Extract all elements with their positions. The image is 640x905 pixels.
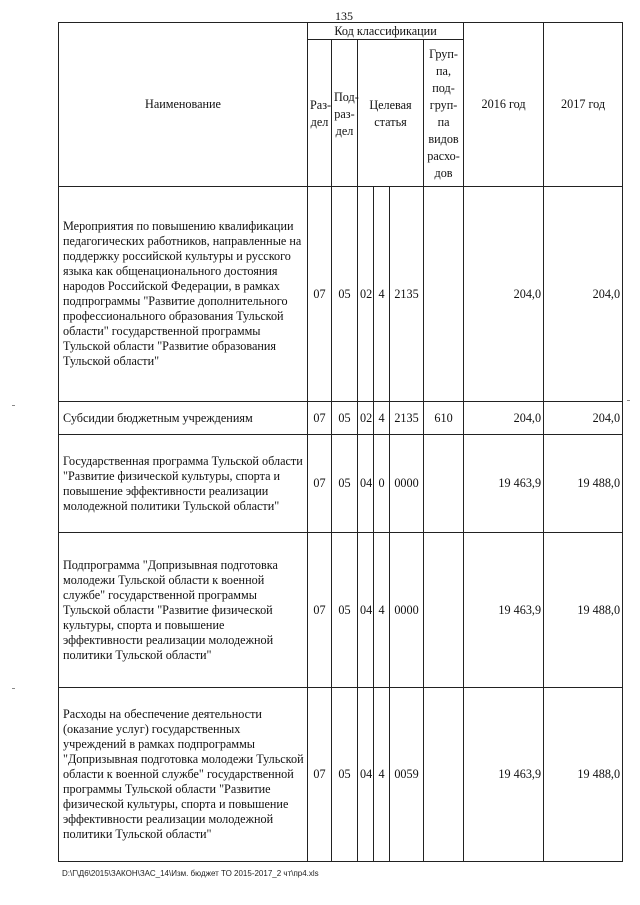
row-expense-group bbox=[424, 688, 464, 862]
row-cs-sub: 4 bbox=[374, 533, 390, 688]
table-row bbox=[59, 688, 623, 862]
scan-speck bbox=[12, 688, 15, 689]
row-podrazdel: 05 bbox=[332, 688, 358, 862]
table-row bbox=[59, 435, 623, 533]
row-name: Расходы на обеспечение деятельности (оказание услуг) государственных учреждений в рамках подпрограммы "Допризывная подготовка молодежи Тульской области к военной службе" государственной программы Тульской области "Развитие физической культуры, спорта и повышение эффективности реализации молодежной политики Тульской области" bbox=[59, 688, 308, 862]
row-cs-program: 04 bbox=[358, 688, 374, 862]
row-amount-2017: 19 488,0 bbox=[544, 688, 623, 862]
header-target-article: Целевая статья bbox=[358, 40, 424, 187]
header-expense-group: Груп- па, под- груп- па видов расхо- дов bbox=[424, 40, 464, 187]
row-cs-program: 02 bbox=[358, 187, 374, 402]
table-row bbox=[59, 533, 623, 688]
row-cs-sub: 4 bbox=[374, 688, 390, 862]
row-podrazdel: 05 bbox=[332, 402, 358, 435]
row-amount-2017: 19 488,0 bbox=[544, 533, 623, 688]
table-row bbox=[59, 402, 623, 435]
row-expense-group: 610 bbox=[424, 402, 464, 435]
row-razdel: 07 bbox=[308, 435, 332, 533]
row-cs-program: 02 bbox=[358, 402, 374, 435]
row-razdel: 07 bbox=[308, 187, 332, 402]
row-razdel: 07 bbox=[308, 402, 332, 435]
row-cs-code: 0000 bbox=[390, 533, 424, 688]
row-cs-sub: 4 bbox=[374, 187, 390, 402]
header-podrazdel: Под- раз- дел bbox=[332, 40, 358, 187]
file-path-footer: D:\Г\Д6\2015\ЗАКОН\ЗАС_14\Изм. бюджет ТО 2015-2017_2 чт\пр4.xls bbox=[62, 869, 319, 878]
row-expense-group bbox=[424, 187, 464, 402]
row-amount-2016: 19 463,9 bbox=[464, 533, 544, 688]
row-cs-code: 2135 bbox=[390, 402, 424, 435]
row-podrazdel: 05 bbox=[332, 435, 358, 533]
row-amount-2017: 19 488,0 bbox=[544, 435, 623, 533]
row-cs-code: 0000 bbox=[390, 435, 424, 533]
row-amount-2016: 19 463,9 bbox=[464, 688, 544, 862]
row-amount-2016: 204,0 bbox=[464, 402, 544, 435]
row-cs-code: 0059 bbox=[390, 688, 424, 862]
row-cs-program: 04 bbox=[358, 533, 374, 688]
row-razdel: 07 bbox=[308, 533, 332, 688]
row-amount-2017: 204,0 bbox=[544, 187, 623, 402]
row-podrazdel: 05 bbox=[332, 533, 358, 688]
table-row bbox=[59, 187, 623, 402]
budget-table bbox=[58, 22, 623, 862]
row-cs-sub: 4 bbox=[374, 402, 390, 435]
row-cs-code: 2135 bbox=[390, 187, 424, 402]
row-podrazdel: 05 bbox=[332, 187, 358, 402]
row-name: Субсидии бюджетным учреждениям bbox=[59, 402, 308, 435]
header-year-2016: 2016 год bbox=[464, 23, 544, 187]
row-name: Подпрограмма "Допризывная подготовка молодежи Тульской области к военной службе" государственной программы Тульской области "Развитие физической культуры, спорта и повышение эффективности реализации молодежной политики Тульской области" bbox=[59, 533, 308, 688]
row-expense-group bbox=[424, 533, 464, 688]
row-name: Государственная программа Тульской области "Развитие физической культуры, спорта и повышение эффективности реализации молодежной политики Тульской области" bbox=[59, 435, 308, 533]
header-year-2017: 2017 год bbox=[544, 23, 623, 187]
row-cs-sub: 0 bbox=[374, 435, 390, 533]
header-code-group: Код классификации bbox=[308, 23, 464, 40]
row-amount-2016: 19 463,9 bbox=[464, 435, 544, 533]
page-number: 135 bbox=[335, 9, 353, 23]
scan-speck bbox=[627, 400, 630, 401]
row-cs-program: 04 bbox=[358, 435, 374, 533]
row-razdel: 07 bbox=[308, 688, 332, 862]
row-expense-group bbox=[424, 435, 464, 533]
row-amount-2017: 204,0 bbox=[544, 402, 623, 435]
header-name: Наименование bbox=[59, 23, 308, 187]
row-amount-2016: 204,0 bbox=[464, 187, 544, 402]
header-razdel: Раз- дел bbox=[308, 40, 332, 187]
row-name: Мероприятия по повышению квалификации педагогических работников, направленные на поддержку российской культуры и русского языка как общенационального достояния народов Российской Федерации, в рамках подпрограммы "Развитие дополнительного профессионального образования Тульской области" государственной программы Тульской области "Развитие образования Тульской области" bbox=[59, 187, 308, 402]
scan-speck bbox=[12, 405, 15, 406]
